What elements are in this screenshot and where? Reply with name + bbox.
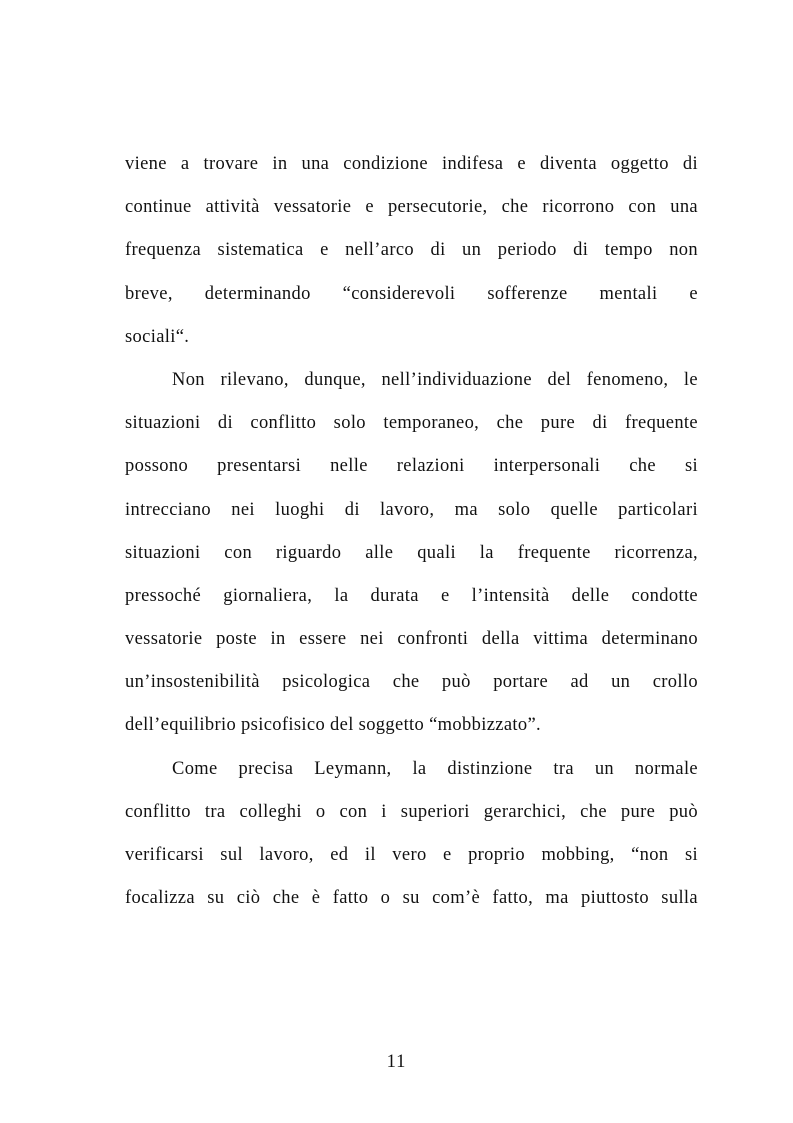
text-line: frequenza sistematica e nell’arco di un periodo di tempo non xyxy=(125,240,698,261)
text-line: conflitto tra colleghi o con i superiori gerarchici, che pure può xyxy=(125,801,698,822)
paragraph-start-line: Non rilevano, dunque, nell’individuazione del fenomeno, le xyxy=(172,369,698,390)
text-line: sociali“. xyxy=(125,326,190,347)
text-line: verificarsi sul lavoro, ed il vero e proprio mobbing, “non si xyxy=(125,845,698,865)
page-number: 11 xyxy=(386,1052,407,1072)
text-line: viene a trovare in una condizione indifesa e diventa oggetto di xyxy=(125,154,698,174)
text-line: focalizza su ciò che è fatto o su com’è fatto, ma piuttosto sulla xyxy=(125,888,698,909)
text-line: situazioni con riguardo alle quali la frequente ricorrenza, xyxy=(125,542,698,563)
text-line: continue attività vessatorie e persecutorie, che ricorrono con una xyxy=(125,197,698,218)
text-line: pressoché giornaliera, la durata e l’intensità delle condotte xyxy=(125,585,698,606)
text-line: dell’equilibrio psicofisico del soggetto “mobbizzato”. xyxy=(125,715,542,736)
paragraph-start-line: Come precisa Leymann, la distinzione tra un normale xyxy=(172,758,698,779)
text-line: breve, determinando “considerevoli sofferenze mentali e xyxy=(125,283,698,304)
text-line: intrecciano nei luoghi di lavoro, ma solo quelle particolari xyxy=(125,499,698,520)
text-line: situazioni di conflitto solo temporaneo, che pure di frequente xyxy=(125,413,698,434)
text-line: un’insostenibilità psicologica che può portare ad un crollo xyxy=(125,672,698,693)
text-line: vessatorie poste in essere nei confronti della vittima determinano xyxy=(125,629,698,650)
body-text xyxy=(125,143,698,920)
text-line: possono presentarsi nelle relazioni interpersonali che si xyxy=(125,456,698,477)
